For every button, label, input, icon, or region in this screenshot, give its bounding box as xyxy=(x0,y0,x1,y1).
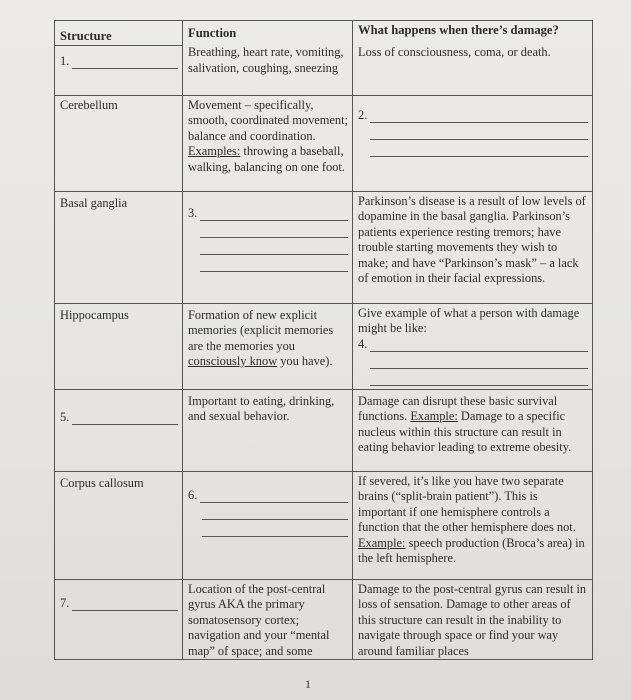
structure-name: Corpus callosum xyxy=(60,475,144,490)
function-cell xyxy=(183,45,353,95)
table-row xyxy=(55,303,593,389)
blank-number: 3. xyxy=(188,205,198,220)
answer-blank[interactable] xyxy=(200,488,348,503)
damage-cell xyxy=(353,45,593,95)
header-row xyxy=(55,21,593,46)
structure-cell xyxy=(55,45,183,95)
answer-blank[interactable] xyxy=(200,223,348,238)
structure-name: Cerebellum xyxy=(60,97,118,112)
structure-cell xyxy=(55,191,183,303)
header-function: Function xyxy=(183,21,353,46)
damage-cell xyxy=(353,303,593,389)
function-cell xyxy=(183,389,353,471)
answer-blank[interactable] xyxy=(200,240,348,255)
brain-structures-table xyxy=(54,20,593,660)
answer-blank[interactable] xyxy=(202,505,348,520)
table-row xyxy=(55,471,593,579)
example-label: Example: xyxy=(410,409,458,423)
structure-cell xyxy=(55,389,183,471)
header-structure: Structure xyxy=(55,21,183,46)
damage-cell xyxy=(353,579,593,660)
answer-blank[interactable] xyxy=(200,206,348,221)
blank-number: 2. xyxy=(358,107,368,122)
answer-blank[interactable] xyxy=(370,354,588,369)
blank-number: 4. xyxy=(358,336,368,351)
blank-number: 7. xyxy=(60,595,70,610)
damage-cell xyxy=(353,95,593,191)
damage-text: If severed, it’s like you have two separate brains (“split-brain patient”). This is important if one hemisphere controls a function that the other hemisphere does not. xyxy=(358,473,576,534)
answer-blank[interactable] xyxy=(370,371,588,386)
table-row xyxy=(55,389,593,471)
structure-cell xyxy=(55,303,183,389)
function-cell xyxy=(183,95,353,191)
underlined-phrase: consciously know xyxy=(188,354,278,368)
answer-blank[interactable] xyxy=(202,522,348,537)
answer-blank[interactable] xyxy=(370,337,588,352)
function-cell xyxy=(183,579,353,660)
damage-text-continued: speech production (Broca’s area) in the left hemisphere. xyxy=(358,535,585,565)
blank-number: 5. xyxy=(60,409,70,424)
damage-cell xyxy=(353,471,593,579)
damage-text: Loss of consciousness, coma, or death. xyxy=(358,45,551,59)
table-row xyxy=(55,191,593,303)
answer-blank[interactable] xyxy=(72,410,178,425)
function-text-continued: you have). xyxy=(277,354,333,368)
answer-blank[interactable] xyxy=(72,596,178,611)
blank-number: 1. xyxy=(60,53,70,68)
table-row xyxy=(55,95,593,191)
table-row xyxy=(55,579,593,660)
function-text: Breathing, heart rate, vomiting, salivation, coughing, sneezing xyxy=(188,45,344,75)
damage-text: Parkinson’s disease is a result of low levels of dopamine in the basal ganglia. Parkinson’s patients experience resting tremors; have trouble starting movements they wish to make; and have “Parkinson’s mask” – a lack of emotion in their facial expressions. xyxy=(358,193,586,285)
damage-cell xyxy=(353,389,593,471)
example-label: Examples: xyxy=(188,144,241,158)
structure-name: Basal ganglia xyxy=(60,195,128,210)
answer-blank[interactable] xyxy=(370,125,588,140)
damage-text: Damage to the post-central gyrus can result in loss of sensation. Damage to other areas of this structure can result in the inability to navigate through space or find your way around familiar places xyxy=(358,581,587,658)
damage-prompt: Give example of what a person with damage might be like: xyxy=(358,305,580,335)
answer-blank[interactable] xyxy=(200,257,348,272)
example-label: Example: xyxy=(358,535,406,550)
function-text: Movement – specifically, smooth, coordinated movement; balance and coordination. xyxy=(188,97,349,143)
function-cell xyxy=(183,303,353,389)
structure-cell xyxy=(55,471,183,579)
function-cell xyxy=(183,191,353,303)
function-cell xyxy=(183,471,353,579)
blank-number: 6. xyxy=(188,487,198,502)
answer-blank[interactable] xyxy=(370,142,588,157)
structure-cell xyxy=(55,579,183,660)
function-text-continued: throwing a baseball, walking, balancing on one foot. xyxy=(188,144,345,174)
answer-blank[interactable] xyxy=(370,108,588,123)
table-row xyxy=(55,45,593,95)
function-text: Location of the post-central gyrus AKA the primary somatosensory cortex; navigation and your “mental map” of space; and some xyxy=(188,581,330,658)
structure-cell xyxy=(55,95,183,191)
page-number: 1 xyxy=(305,677,311,691)
answer-blank[interactable] xyxy=(72,54,178,69)
damage-text-continued: Damage to a specific nucleus within this structure can result in eating behavior leading to extreme obesity. xyxy=(358,409,572,454)
structure-name: Hippocampus xyxy=(60,307,129,322)
function-text: Formation of new explicit memories (explicit memories are the memories you xyxy=(188,307,334,353)
damage-text: Damage can disrupt these basic survival functions. xyxy=(358,393,558,423)
function-text: Important to eating, drinking, and sexual behavior. xyxy=(188,393,335,423)
damage-cell xyxy=(353,191,593,303)
header-damage: What happens when there’s damage? xyxy=(353,21,593,46)
